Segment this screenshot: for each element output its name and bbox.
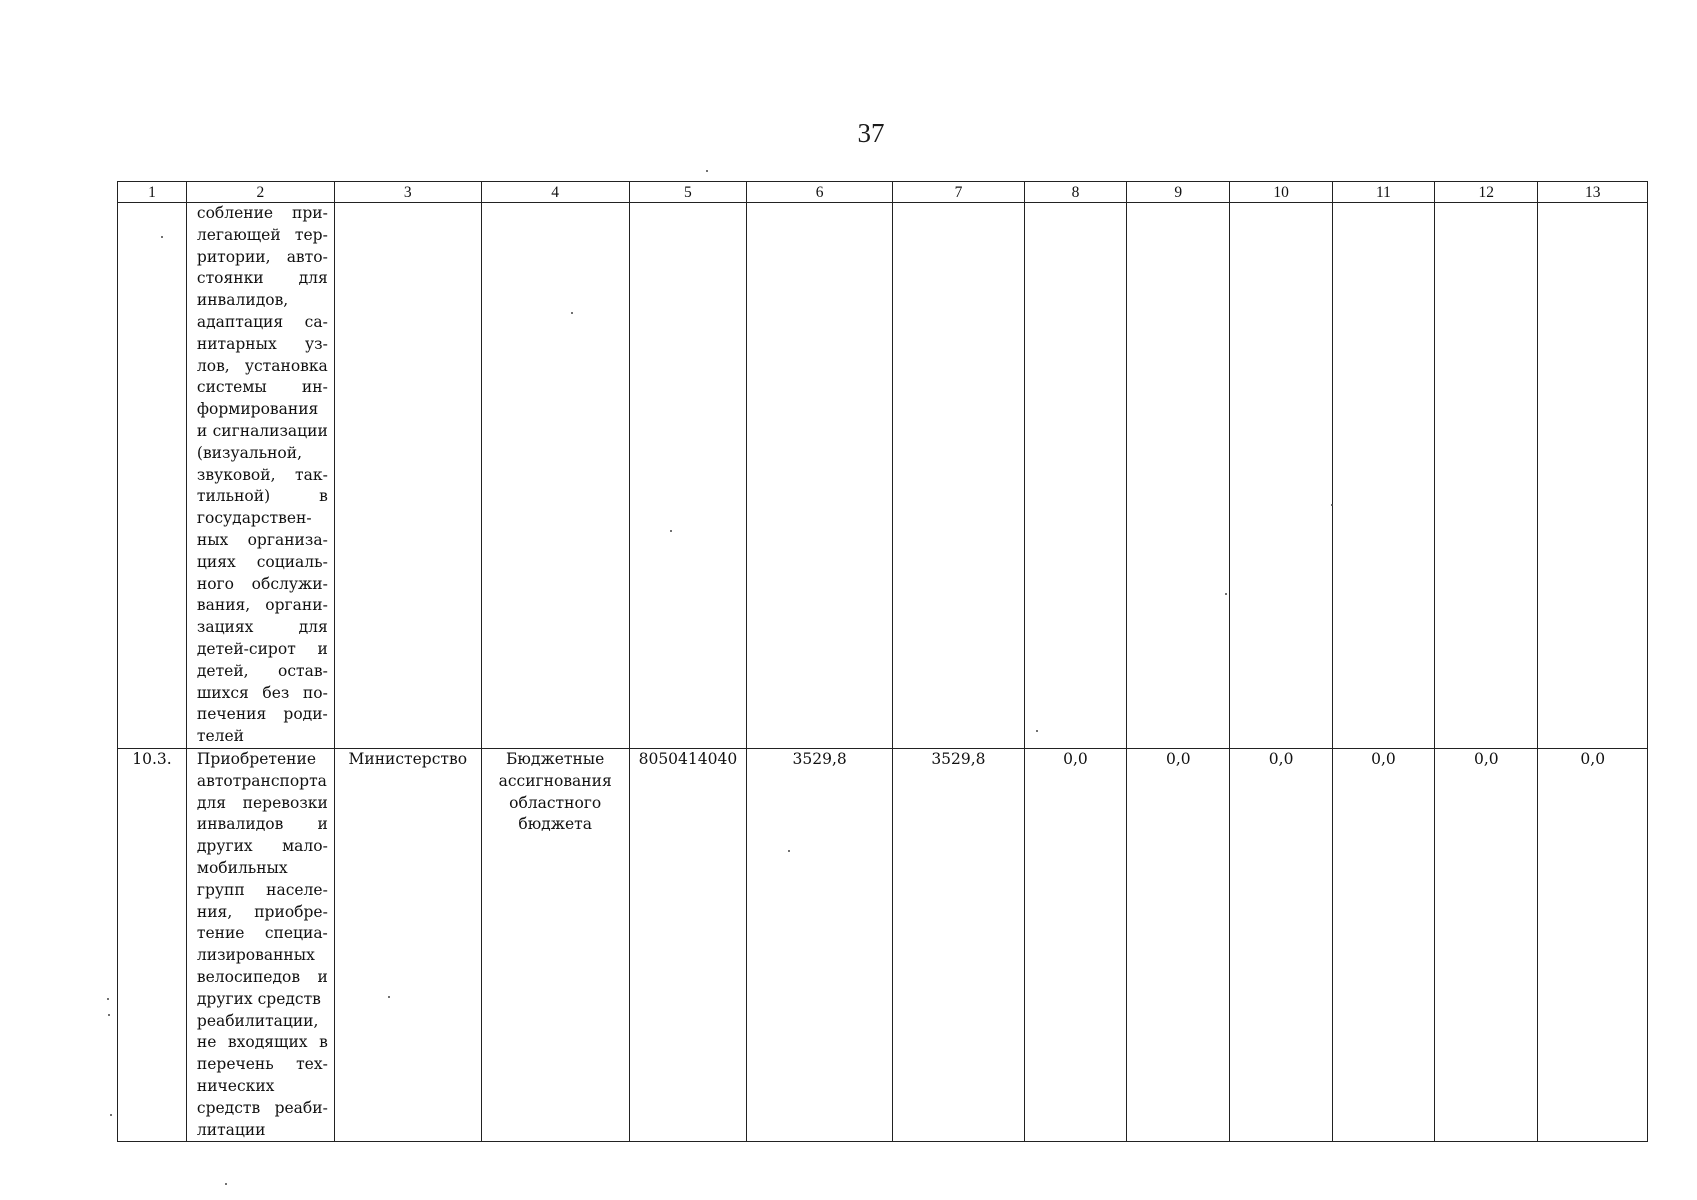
- executor-cell: Министерство: [334, 749, 481, 1142]
- column-number: 3: [334, 182, 481, 203]
- column-number: 2: [186, 182, 334, 203]
- description-line: государствен-: [196, 509, 312, 528]
- scan-speck: [670, 530, 672, 532]
- amount-cell: 3529,8: [747, 749, 893, 1142]
- column-number: 7: [893, 182, 1025, 203]
- description-line: тение специа-: [196, 924, 328, 943]
- description-line: других мало-: [196, 837, 328, 856]
- description-line: автотранспорта: [196, 771, 327, 790]
- funding-source-line: областного: [509, 793, 602, 812]
- description-line: печения роди-: [196, 705, 328, 724]
- column-number: 13: [1538, 182, 1648, 203]
- scan-speck: [388, 996, 390, 998]
- table-cell: [334, 203, 481, 749]
- table-cell: [481, 203, 629, 749]
- description-line: других средств: [196, 989, 321, 1008]
- column-number: 12: [1435, 182, 1538, 203]
- table-cell: [1435, 203, 1538, 749]
- description-line: лизированных: [196, 946, 315, 965]
- measure-description: [186, 749, 334, 1142]
- amount-cell: 0,0: [1332, 749, 1434, 1142]
- amount-cell: 0,0: [1538, 749, 1648, 1142]
- table-cell: [629, 203, 747, 749]
- description-line: ния, приобре-: [196, 902, 328, 921]
- description-line: телей: [196, 727, 244, 746]
- description-line: реабилитации,: [196, 1011, 319, 1030]
- description-line: литации: [196, 1120, 266, 1139]
- description-line: велосипедов и: [196, 967, 328, 986]
- description-line: адаптация са-: [196, 312, 328, 331]
- table-cell: [893, 203, 1025, 749]
- measure-description: [186, 203, 334, 749]
- description-line: нических: [196, 1076, 275, 1095]
- description-line: звуковой, так-: [196, 465, 328, 484]
- table-cell: [747, 203, 893, 749]
- column-number: 11: [1332, 182, 1434, 203]
- description-line: для перевозки: [196, 793, 328, 812]
- amount-cell: 0,0: [1230, 749, 1332, 1142]
- description-line: детей-сирот и: [196, 639, 328, 658]
- scan-speck: [225, 1183, 227, 1185]
- column-number: 9: [1127, 182, 1230, 203]
- column-number: 10: [1230, 182, 1332, 203]
- scan-speck: [161, 236, 163, 238]
- column-number: 6: [747, 182, 893, 203]
- description-line: нитарных уз-: [196, 334, 328, 353]
- scan-speck: [706, 170, 708, 172]
- description-line: легающей тер-: [196, 225, 328, 244]
- amount-cell: 0,0: [1024, 749, 1126, 1142]
- scan-speck: [110, 1114, 112, 1116]
- description-line: Приобретение: [196, 750, 317, 768]
- column-number: 1: [118, 182, 187, 203]
- row-number: 10.3.: [118, 749, 187, 1142]
- funding-source-line: Бюджетные: [506, 750, 605, 768]
- table-cell: [1538, 203, 1648, 749]
- description-line: детей, остав-: [196, 661, 328, 680]
- description-line: инвалидов и: [196, 815, 328, 834]
- description-line: ного обслужи-: [196, 574, 328, 593]
- funding-source-line: бюджета: [518, 815, 592, 834]
- funding-source-line: ассигнования: [498, 771, 612, 790]
- description-line: ритории, авто-: [196, 247, 328, 266]
- description-line: стоянки для: [196, 269, 328, 288]
- budget-table: [117, 181, 1648, 1142]
- table-row: [118, 203, 1648, 749]
- description-line: инвалидов,: [196, 291, 289, 310]
- amount-cell: 0,0: [1435, 749, 1538, 1142]
- amount-cell: 3529,8: [893, 749, 1025, 1142]
- description-line: формирования: [196, 400, 319, 419]
- description-line: зациях для: [196, 618, 328, 637]
- scan-speck: [1225, 593, 1227, 595]
- amount-cell: 0,0: [1127, 749, 1230, 1142]
- description-line: и сигнализации: [196, 421, 328, 440]
- page-number: 37: [857, 118, 885, 148]
- description-line: вания, органи-: [196, 596, 328, 615]
- budget-code-cell: 8050414040: [629, 749, 747, 1142]
- table-cell: [1127, 203, 1230, 749]
- table-cell: [1230, 203, 1332, 749]
- description-line: перечень тех-: [196, 1055, 328, 1074]
- description-line: тильной) в: [196, 487, 328, 506]
- column-number: 4: [481, 182, 629, 203]
- column-number-row: [118, 182, 1648, 203]
- description-line: собление при-: [196, 204, 328, 222]
- description-line: циях социаль-: [196, 552, 328, 571]
- funding-source-cell: [481, 749, 629, 1142]
- description-line: групп населе-: [196, 880, 328, 899]
- description-line: шихся без по-: [196, 683, 328, 702]
- description-line: мобильных: [196, 858, 288, 877]
- description-line: ных организа-: [196, 530, 328, 549]
- table-cell: [1024, 203, 1126, 749]
- scan-speck: [108, 1014, 110, 1016]
- scan-speck: [1331, 504, 1333, 506]
- scan-speck: [788, 850, 790, 852]
- scan-speck: [107, 998, 109, 1000]
- row-number: [118, 203, 187, 749]
- table-cell: [1332, 203, 1434, 749]
- column-number: 8: [1024, 182, 1126, 203]
- description-line: средств реаби-: [196, 1098, 328, 1117]
- description-line: не входящих в: [196, 1033, 328, 1052]
- table-row: [118, 749, 1648, 1142]
- column-number: 5: [629, 182, 747, 203]
- description-line: лов, установка: [196, 356, 328, 375]
- description-line: (визуальной,: [196, 443, 303, 462]
- description-line: системы ин-: [196, 378, 328, 397]
- scan-speck: [571, 312, 573, 314]
- scan-speck: [1036, 730, 1038, 732]
